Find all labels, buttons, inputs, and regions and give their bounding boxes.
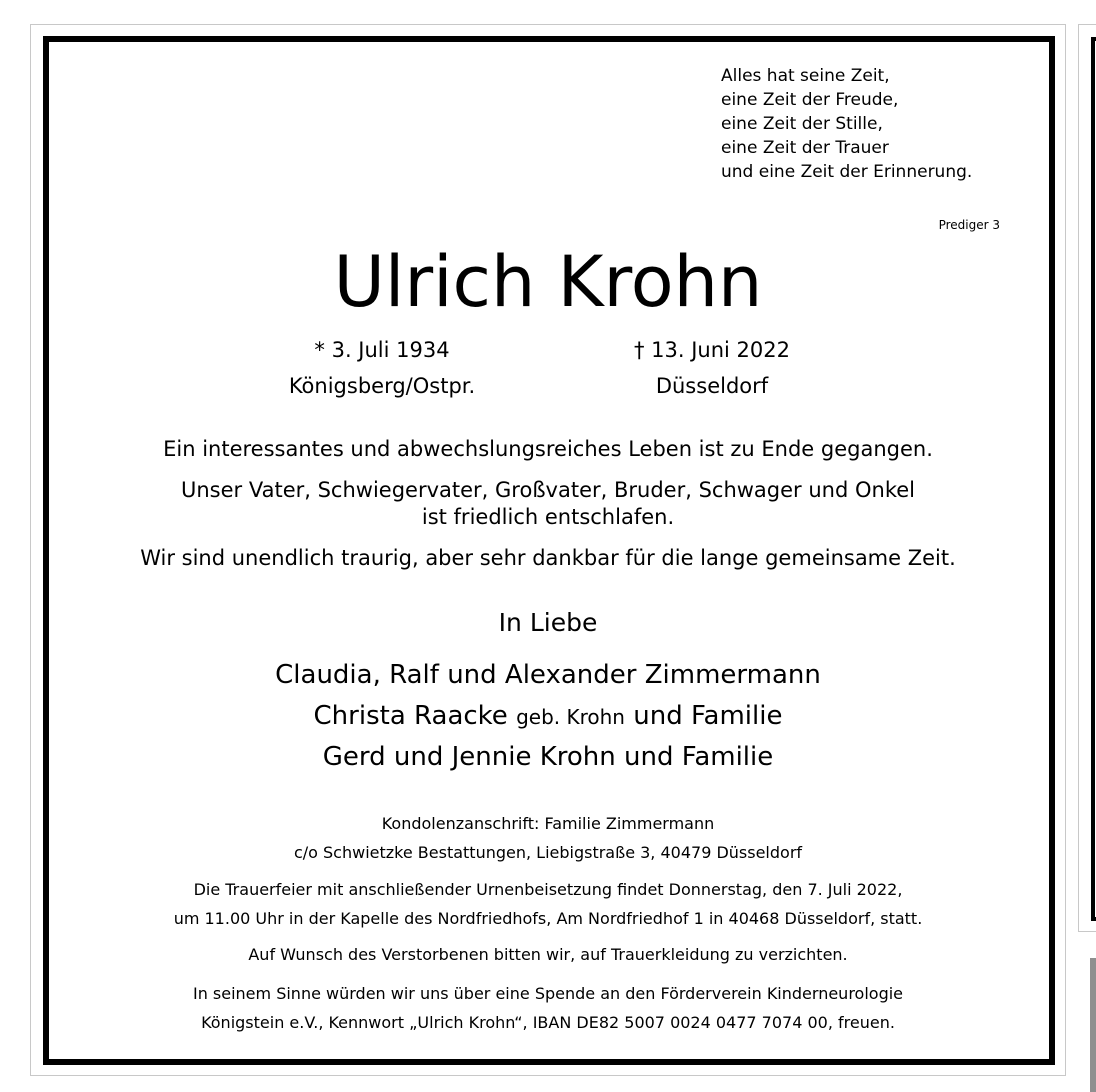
motto-line: eine Zeit der Freude, (721, 90, 899, 110)
ceremony-info: um 11.00 Uhr in der Kapelle des Nordfriedhofs, Am Nordfriedhof 1 in 40468 Düsseldorf, statt. (173, 909, 923, 928)
message-line: Unser Vater, Schwiegervater, Großvater, Bruder, Schwager und Onkel (181, 478, 915, 502)
birth-date: * 3. Juli 1934 (314, 338, 450, 362)
motto-line: Alles hat seine Zeit, (721, 66, 890, 86)
donation-info: In seinem Sinne würden wir uns über eine Spende an den Förderverein Kinderneurologie (192, 984, 904, 1003)
death-place: Düsseldorf (655, 374, 769, 398)
birth-place: Königsberg/Ostpr. (288, 374, 476, 398)
condolence-address: Kondolenzanschrift: Familie Zimmermann (381, 814, 715, 833)
signature-family: Gerd und Jennie Krohn und Familie (322, 742, 774, 772)
family-suffix: und Familie (633, 701, 783, 731)
condolence-address: c/o Schwietzke Bestattungen, Liebigstraße 3, 40479 Düsseldorf (293, 843, 803, 862)
motto-line: eine Zeit der Trauer (721, 138, 889, 158)
family-name: Christa Raacke (313, 701, 508, 731)
message-line: ist friedlich entschlafen. (421, 505, 675, 529)
donation-info: Königstein e.V., Kennwort „Ulrich Krohn“, IBAN DE82 5007 0024 0477 7074 00, freuen. (201, 1013, 895, 1032)
clothing-note: Auf Wunsch des Verstorbenen bitten wir, auf Trauerkleidung zu verzichten. (248, 945, 848, 964)
signature-family (0, 696, 1096, 738)
motto-line: und eine Zeit der Erinnerung. (721, 162, 973, 182)
message-line: Ein interessantes und abwechslungsreiches Leben ist zu Ende gegangen. (163, 437, 933, 461)
ceremony-info: Die Trauerfeier mit anschließender Urnenbeisetzung findet Donnerstag, den 7. Juli 2022, (193, 880, 903, 899)
motto-line: eine Zeit der Stille, (721, 114, 883, 134)
family-birth-name: geb. Krohn (516, 705, 625, 729)
signature-heading: In Liebe (498, 608, 598, 637)
motto-source: Prediger 3 (938, 218, 1000, 232)
deceased-name: Ulrich Krohn (333, 241, 763, 323)
signature-family: Claudia, Ralf und Alexander Zimmermann (275, 660, 821, 690)
death-date: † 13. Juni 2022 (633, 338, 790, 362)
message-line: Wir sind unendlich traurig, aber sehr dankbar für die lange gemeinsame Zeit. (140, 546, 956, 570)
